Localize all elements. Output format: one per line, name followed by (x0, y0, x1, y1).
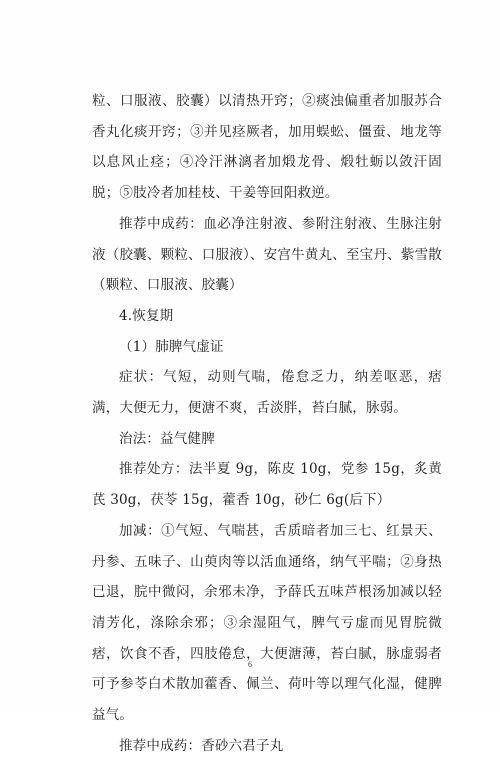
paragraph-symptoms: 症状：气短，动则气喘，倦怠乏力，纳差呕恶，痞满，大便无力，便溏不爽，舌淡胖，苔白腻，脉弱。 (92, 369, 442, 417)
paragraph-recommended-prescription: 推荐处方：法半夏 9g，陈皮 10g，党参 15g，炙黄芪 30g，茯苓 15g，藿香 10g，砂仁 6g(后下） (92, 461, 442, 509)
paragraph-modifications: 加减：①气短、气喘甚，舌质暗者加三七、红景天、丹参、五味子、山萸肉等以活血通络，纳气平喘；②身热已退，脘中微闷，余邪未净，予薛氏五味芦根汤加减以轻清芳化，涤除余邪；③余湿阻气，脾气亏虚而见胃脘微痞，饮食不香，四肢倦怠，大便溏薄，苔白腻，脉虚弱者可予参苓白术散加藿香、佩兰、荷叶等以理气化湿，健脾益气。 (92, 522, 442, 724)
paragraph-recommended-patent-medicines: 推荐中成药：血必净注射液、参附注射液、生脉注射液（胶囊、颗粒、口服液）、安宫牛黄丸、至宝丹、紫雪散（颗粒、口服液、胶囊） (92, 215, 442, 294)
paragraph-continuation: 粒、口服液、胶囊）以清热开窍；②痰浊偏重者加服苏合香丸化痰开窍；③并见痉厥者，加用蜈蚣、僵蚕、地龙等以息风止痉；④冷汗淋漓者加煅龙骨、煅牡蛎以敛汗固脱；⑤肢冷者加桂枝、干姜等回阳救逆。 (92, 93, 442, 202)
subsection-heading-lung-spleen-qi-deficiency: （1）肺脾气虚证 (119, 338, 224, 355)
paragraph-treatment-method: 治法：益气健脾 (119, 430, 215, 447)
section-heading-recovery-period: 4.恢复期 (119, 307, 174, 324)
paragraph-recommended-patent-medicine-recovery: 推荐中成药：香砂六君子丸 (119, 737, 284, 754)
page-number: 6 (248, 660, 252, 669)
